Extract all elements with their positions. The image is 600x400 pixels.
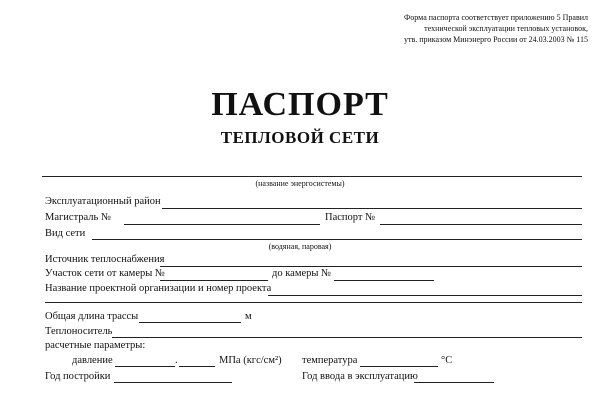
design-org-extra-line[interactable] bbox=[45, 302, 582, 303]
regulation-note-line-2: технической эксплуатации тепловых установок, bbox=[424, 24, 588, 33]
year-commissioned-field-line[interactable] bbox=[414, 382, 494, 383]
temperature-field-line[interactable] bbox=[360, 366, 438, 367]
heat-source-label: Источник теплоснабжения bbox=[45, 254, 165, 265]
pressure-decimal-dot: . bbox=[175, 355, 178, 366]
design-org-field-line[interactable] bbox=[268, 295, 582, 296]
year-built-field-line[interactable] bbox=[114, 382, 232, 383]
pressure-field-line-fraction[interactable] bbox=[179, 366, 215, 367]
coolant-label: Теплоноситель bbox=[45, 326, 113, 337]
district-label: Эксплуатационный район bbox=[45, 196, 161, 207]
section-from-field-line[interactable] bbox=[160, 280, 268, 281]
network-kind-caption: (водяная, паровая) bbox=[268, 242, 332, 251]
section-from-label: Участок сети от камеры № bbox=[45, 268, 165, 279]
document-title: ПАСПОРТ bbox=[211, 86, 389, 123]
design-params-label: расчетные параметры: bbox=[45, 340, 146, 351]
passport-number-label: Паспорт № bbox=[325, 212, 376, 223]
year-built-label: Год постройки bbox=[45, 371, 111, 382]
network-kind-label: Вид сети bbox=[45, 228, 86, 239]
regulation-note-line-1: Форма паспорта соответствует приложению 5 Правил bbox=[403, 13, 588, 22]
route-length-label: Общая длина трассы bbox=[45, 311, 139, 322]
section-to-field-line[interactable] bbox=[334, 280, 434, 281]
energy-system-caption: (название энергосистемы) bbox=[255, 179, 345, 188]
pressure-field-line-integer[interactable] bbox=[115, 366, 175, 367]
coolant-field-line[interactable] bbox=[112, 337, 582, 338]
passport-number-field-line[interactable] bbox=[380, 224, 582, 225]
section-to-label: до камеры № bbox=[272, 268, 332, 279]
energy-system-name-line[interactable] bbox=[42, 176, 582, 177]
route-length-field-line[interactable] bbox=[139, 322, 241, 323]
district-field-line[interactable] bbox=[162, 208, 582, 209]
regulation-note-line-3: утв. приказом Минэнерго России от 24.03.2003 № 115 bbox=[403, 35, 588, 44]
pressure-unit: МПа (кгс/см²) bbox=[219, 355, 282, 366]
temperature-unit: °С bbox=[441, 355, 453, 366]
pressure-label: давление bbox=[72, 355, 113, 366]
temperature-label: температура bbox=[302, 355, 358, 366]
route-length-unit: м bbox=[245, 311, 252, 322]
design-org-label: Название проектной организации и номер проекта bbox=[45, 283, 272, 294]
document-subtitle: ТЕПЛОВОЙ СЕТИ bbox=[220, 128, 380, 147]
year-commissioned-label: Год ввода в эксплуатацию bbox=[302, 371, 418, 382]
main-line-field-line[interactable] bbox=[124, 224, 320, 225]
main-line-label: Магистраль № bbox=[45, 212, 111, 223]
network-kind-field-line[interactable] bbox=[92, 239, 582, 240]
heat-source-field-line[interactable] bbox=[160, 266, 582, 267]
